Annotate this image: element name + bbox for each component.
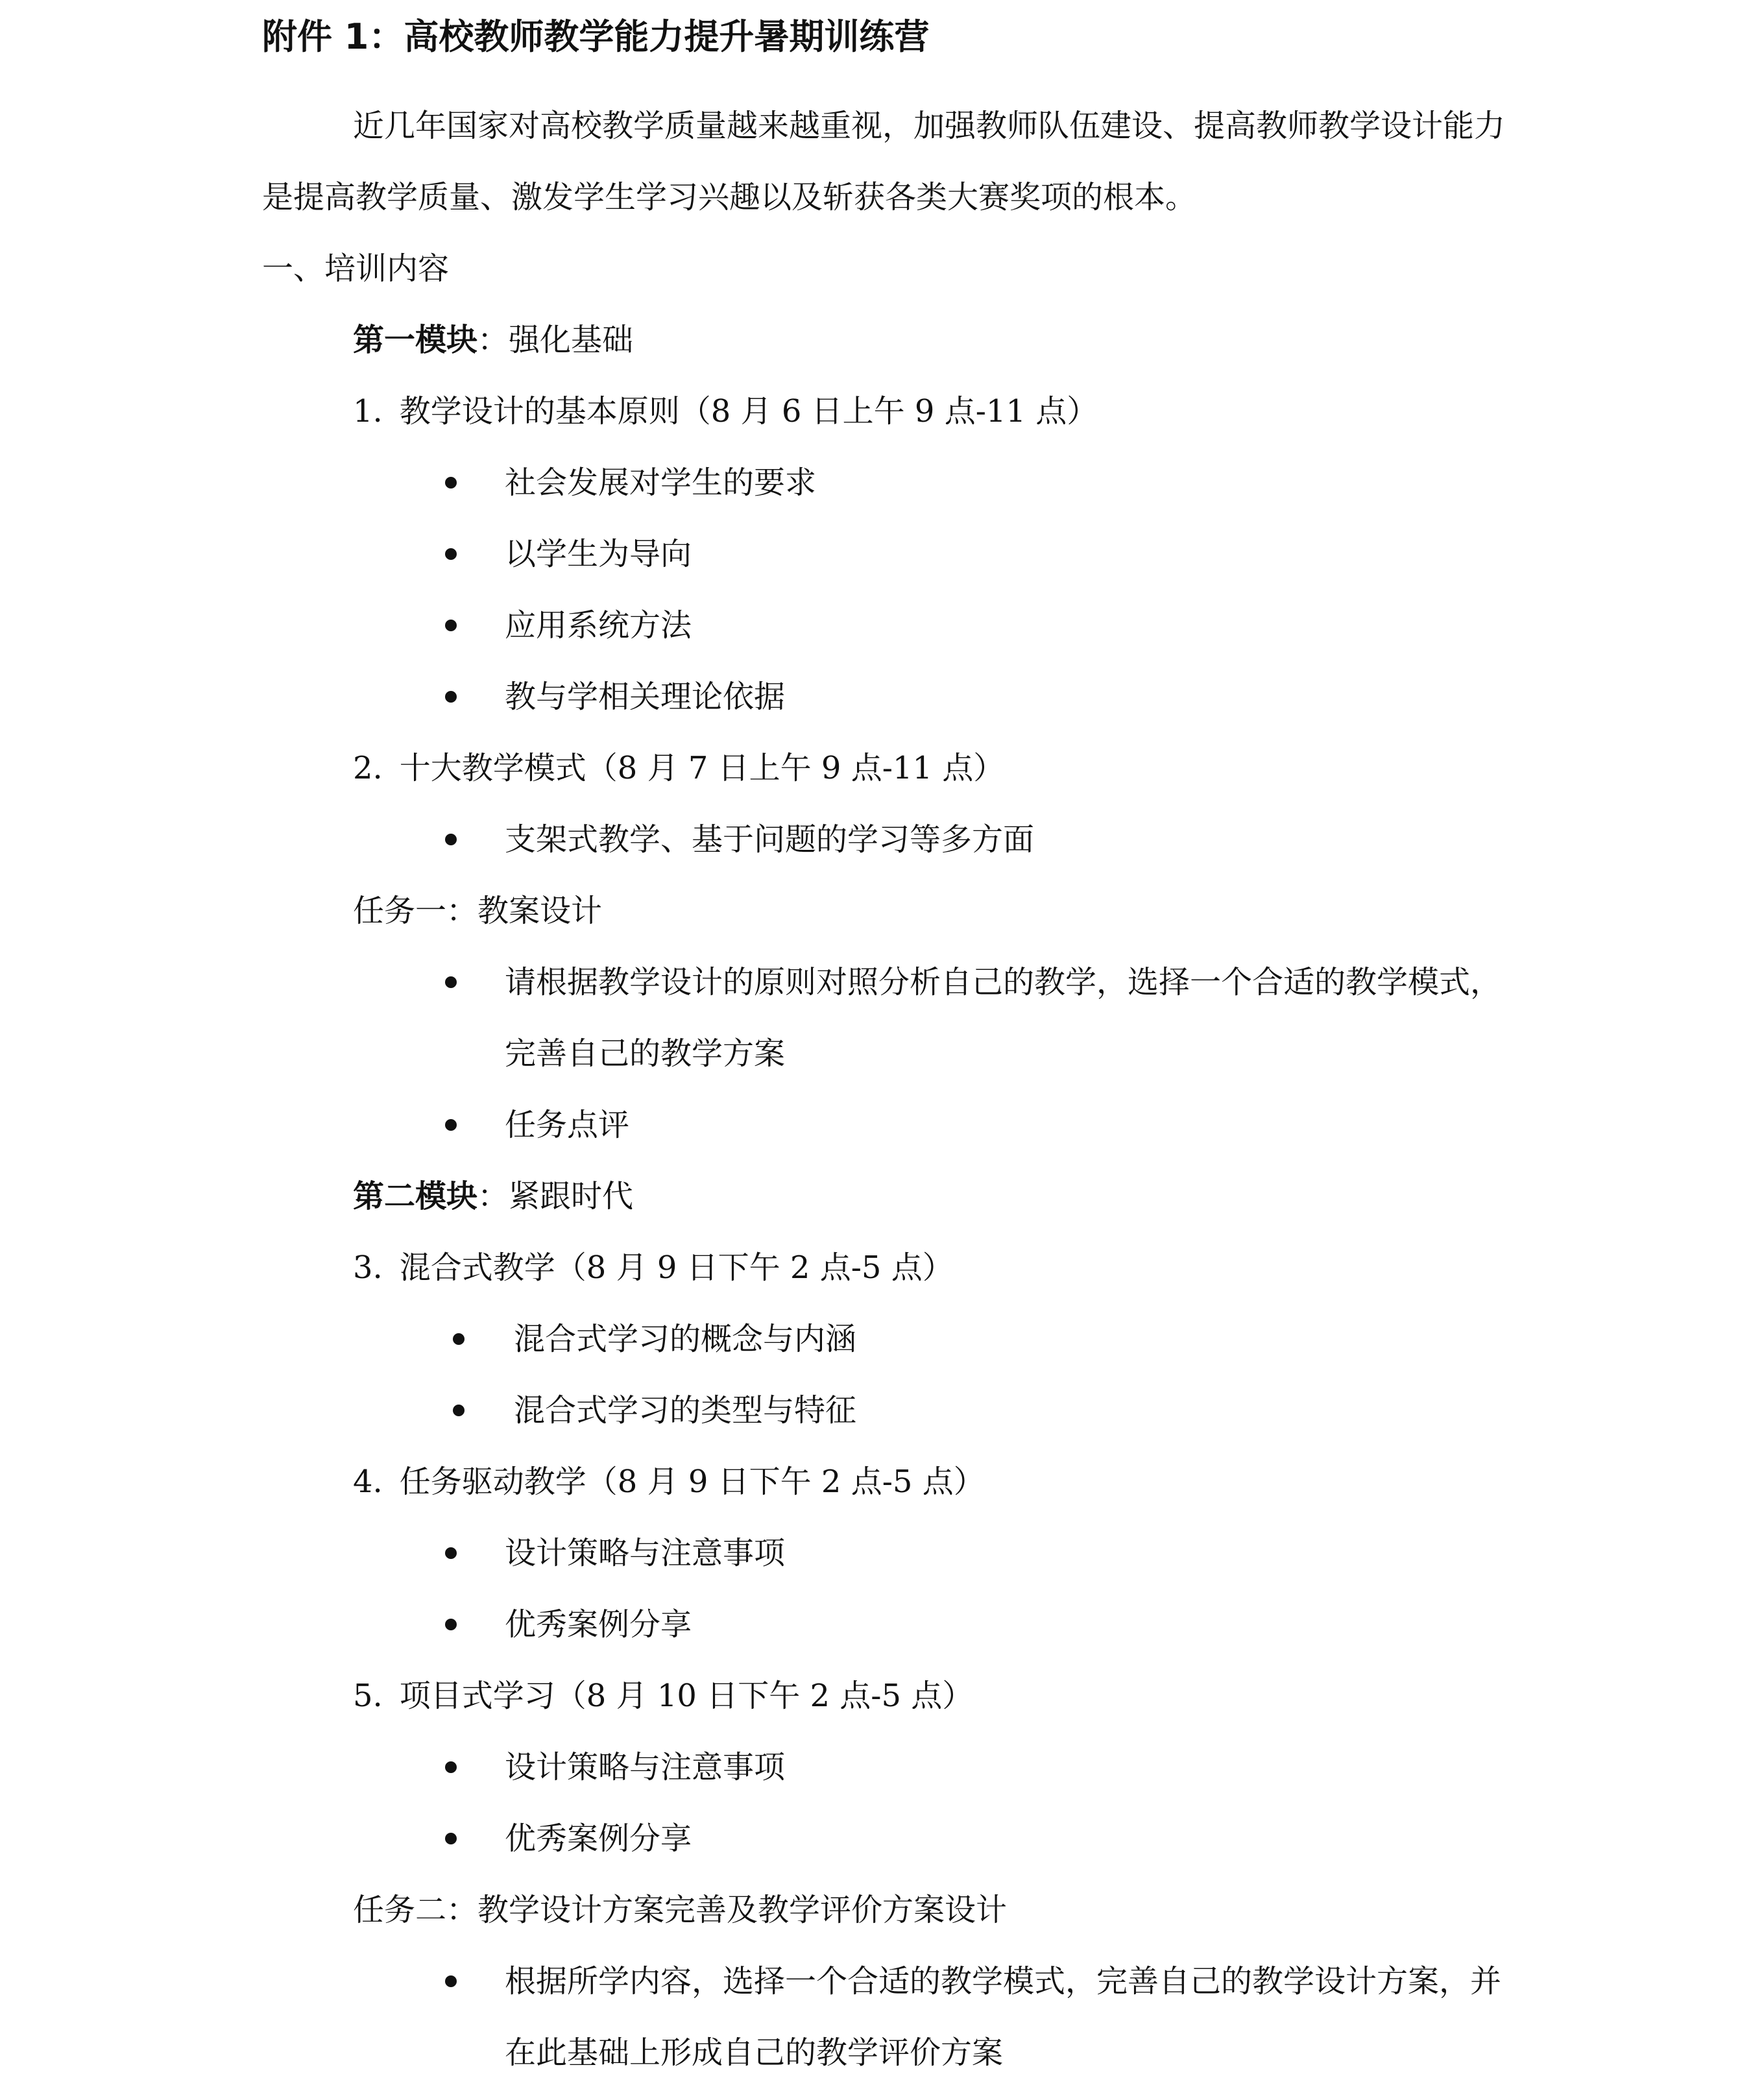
item-3-text: 混合式教学（8 月 9 日下午 2 点-5 点） [399, 1250, 954, 1286]
module-1-label: 第一模块 [353, 322, 478, 358]
intro-line-1: 近几年国家对高校教学质量越来越重视，加强教师队伍建设、提高教师教学设计能力 [353, 108, 1506, 144]
item-1-bullet-4: 教与学相关理论依据 [505, 679, 786, 715]
module-1-name: ：强化基础 [477, 322, 634, 358]
task-2-heading: 任务二：教学设计方案完善及教学评价方案设计 [353, 1892, 1008, 1928]
bullet-icon [445, 834, 457, 845]
item-1-text: 教学设计的基本原则（8 月 6 日上午 9 点-11 点） [399, 393, 1098, 429]
module-2-name: ：紧跟时代 [477, 1178, 634, 1214]
item-3-bullet-1: 混合式学习的概念与内涵 [514, 1321, 857, 1357]
item-4-bullet-1: 设计策略与注意事项 [505, 1535, 786, 1571]
task-2-bullet-1-line-2: 在此基础上形成自己的教学评价方案 [505, 2035, 1004, 2071]
item-5-text: 项目式学习（8 月 10 日下午 2 点-5 点） [399, 1678, 974, 1714]
item-2-text: 十大教学模式（8 月 7 日上午 9 点-11 点） [399, 750, 1005, 786]
item-5-number: 5. [353, 1678, 383, 1714]
bullet-icon [453, 1405, 465, 1416]
module-1-heading [353, 320, 633, 359]
item-1-number: 1. [353, 393, 383, 429]
bullet-icon [445, 691, 457, 703]
item-1-bullet-3: 应用系统方法 [505, 607, 692, 644]
item-5 [353, 1676, 973, 1715]
section-heading: 一、培训内容 [262, 250, 450, 287]
task-1-bullet-1-line-2: 完善自己的教学方案 [505, 1035, 786, 1072]
bullet-icon [445, 1119, 457, 1131]
item-5-bullet-1: 设计策略与注意事项 [505, 1749, 786, 1785]
item-2-number: 2. [353, 750, 383, 786]
bullet-icon [453, 1333, 465, 1345]
bullet-icon [445, 1619, 457, 1630]
item-1-bullet-2: 以学生为导向 [505, 536, 692, 572]
bullet-icon [445, 1833, 457, 1844]
item-4-number: 4. [353, 1464, 383, 1500]
item-5-bullet-2: 优秀案例分享 [505, 1820, 692, 1857]
bullet-icon [445, 1547, 457, 1559]
module-2-heading [353, 1177, 633, 1216]
item-2-bullet-1: 支架式教学、基于问题的学习等多方面 [505, 821, 1035, 858]
task-2-bullet-1-line-1: 根据所学内容，选择一个合适的教学模式，完善自己的教学设计方案，并 [505, 1963, 1502, 1999]
bullet-icon [445, 477, 457, 489]
item-2 [353, 749, 1004, 788]
item-3 [353, 1248, 954, 1287]
item-4-text: 任务驱动教学（8 月 9 日下午 2 点-5 点） [399, 1464, 985, 1500]
document-title: 附件 1：高校教师教学能力提升暑期训练营 [262, 16, 930, 57]
item-1-bullet-1: 社会发展对学生的要求 [505, 465, 817, 501]
task-1-heading: 任务一：教案设计 [353, 893, 603, 929]
bullet-icon [445, 548, 457, 560]
item-1 [353, 392, 1098, 431]
bullet-icon [445, 1761, 457, 1773]
bullet-icon [445, 1975, 457, 1987]
item-4-bullet-2: 优秀案例分享 [505, 1606, 692, 1643]
module-2-label: 第二模块 [353, 1178, 478, 1214]
task-1-bullet-1-line-1: 请根据教学设计的原则对照分析自己的教学，选择一个合适的教学模式， [505, 964, 1502, 1000]
item-4 [353, 1462, 985, 1501]
intro-line-2: 是提高教学质量、激发学生学习兴趣以及斩获各类大赛奖项的根本。 [262, 179, 1197, 215]
task-1-bullet-2: 任务点评 [505, 1107, 630, 1143]
bullet-icon [445, 620, 457, 631]
bullet-icon [445, 976, 457, 988]
item-3-number: 3. [353, 1250, 383, 1286]
item-3-bullet-2: 混合式学习的类型与特征 [514, 1392, 857, 1429]
